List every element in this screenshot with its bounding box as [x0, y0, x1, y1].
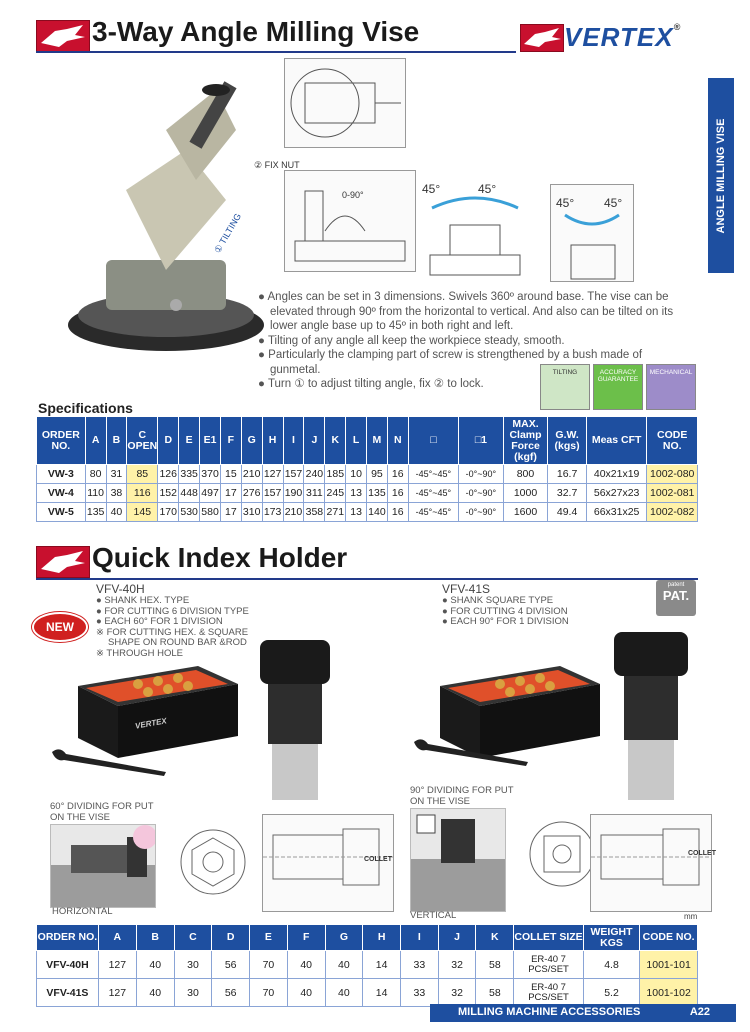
cell: 56: [212, 951, 250, 979]
wrench-icon: [412, 736, 532, 766]
page-title: 3-Way Angle Milling Vise: [92, 16, 420, 47]
table-row: [37, 484, 698, 503]
cell: 16.7: [548, 465, 587, 484]
cell: 58: [476, 951, 514, 979]
cell: 311: [304, 484, 325, 503]
cell: -0°~90°: [459, 465, 504, 484]
cell: VFV-41S: [37, 979, 99, 1007]
cell: 80: [85, 465, 106, 484]
spec-col: □: [408, 417, 459, 465]
spec-table: [36, 416, 698, 522]
cell: 127: [98, 951, 136, 979]
cell: 14: [363, 951, 401, 979]
horizontal-setup-photo: [50, 824, 156, 908]
cell: 135: [366, 484, 387, 503]
side-view-drawing: [284, 170, 416, 272]
spec-col: I: [283, 417, 304, 465]
feature-item: ● Turn ① to adjust tilting angle, fix ② to lock.: [258, 378, 484, 390]
unit-label: mm: [684, 912, 698, 921]
side-tab: ANGLE MILLING VISE: [708, 78, 734, 273]
spec-col: A: [85, 417, 106, 465]
left-caption-bottom: HORIZONTAL: [52, 906, 113, 917]
cell: 1002-081: [647, 484, 698, 503]
qih-col: WEIGHT KGS: [583, 925, 639, 951]
cell: 56x27x23: [586, 484, 647, 503]
tilting-label: ① TILTING: [212, 211, 244, 255]
cell: 1001-102: [640, 979, 698, 1007]
cell: 66x31x25: [586, 503, 647, 522]
badge-accuracy: ACCURACY GUARANTEE: [593, 364, 643, 410]
cell: 210: [241, 465, 262, 484]
cell: 40: [325, 951, 363, 979]
cell: 4.8: [583, 951, 639, 979]
spec-col: J: [304, 417, 325, 465]
cell: 13: [346, 503, 367, 522]
cell: 32.7: [548, 484, 587, 503]
qih-col: B: [136, 925, 174, 951]
cell: 17: [221, 484, 242, 503]
table-row: [37, 465, 698, 484]
cell: 58: [476, 979, 514, 1007]
case-brand-label: VERTEX: [134, 716, 168, 731]
spec-col: G.W. (kgs): [548, 417, 587, 465]
title-rule: [36, 51, 516, 53]
cell: 530: [179, 503, 200, 522]
cell: 173: [262, 503, 283, 522]
top-view-drawing: [284, 58, 406, 148]
spec-col: K: [325, 417, 346, 465]
cell: 245: [325, 484, 346, 503]
cell: VFV-40H: [37, 951, 99, 979]
feature-line: SHAPE ON ROUND BAR &ROD: [108, 637, 247, 648]
spec-col: E1: [200, 417, 221, 465]
cell: 16: [387, 484, 408, 503]
spec-col: L: [346, 417, 367, 465]
cell: 31: [106, 465, 127, 484]
spec-col: Meas CFT: [586, 417, 647, 465]
hex-end-drawing: [168, 822, 258, 902]
cell: 1600: [503, 503, 548, 522]
cell: 38: [106, 484, 127, 503]
cell: 32: [438, 979, 476, 1007]
cell: -0°~90°: [459, 503, 504, 522]
cell: 370: [200, 465, 221, 484]
cell: 70: [250, 979, 288, 1007]
qih-col: F: [287, 925, 325, 951]
feature-line: ● EACH 90° FOR 1 DIVISION: [442, 616, 569, 627]
cell: 127: [262, 465, 283, 484]
cell: 157: [262, 484, 283, 503]
cell: 13: [346, 484, 367, 503]
table-row: [37, 503, 698, 522]
cell: 40: [287, 979, 325, 1007]
cell: 95: [366, 465, 387, 484]
cell: 358: [304, 503, 325, 522]
cell: 14: [363, 979, 401, 1007]
qih-col: D: [212, 925, 250, 951]
right-caption-top: 90° DIVIDING FOR PUT ON THE VISE: [410, 785, 514, 807]
cell: -45°~45°: [408, 503, 459, 522]
cell: 580: [200, 503, 221, 522]
spec-col: B: [106, 417, 127, 465]
vertical-setup-photo: [410, 808, 506, 912]
cell: 15: [221, 465, 242, 484]
cell: 1000: [503, 484, 548, 503]
left-features: [96, 596, 276, 659]
cell: 30: [174, 979, 212, 1007]
spec-col: D: [158, 417, 179, 465]
feature-item: ● Tilting of any angle all keep the workpiece steady, smooth.: [258, 334, 565, 347]
cell: -0°~90°: [459, 484, 504, 503]
cell: ER-40 7 PCS/SET: [514, 979, 584, 1007]
qih-col: I: [401, 925, 439, 951]
right-model: VFV-41S: [442, 582, 491, 596]
swivel-angle-label: 0-90°: [342, 190, 364, 200]
cell: 170: [158, 503, 179, 522]
spec-heading: Specifications: [38, 400, 133, 416]
cell: 1002-080: [647, 465, 698, 484]
cell: 56: [212, 979, 250, 1007]
footer-label: MILLING MACHINE ACCESSORIES: [458, 1006, 641, 1018]
cell: 5.2: [583, 979, 639, 1007]
cell: 276: [241, 484, 262, 503]
feature-line: ● FOR CUTTING 6 DIVISION TYPE: [96, 605, 249, 617]
cell: 127: [98, 979, 136, 1007]
right-side-drawing: [590, 814, 712, 912]
cell: -45°~45°: [408, 484, 459, 503]
spec-col: E: [179, 417, 200, 465]
qih-col: J: [438, 925, 476, 951]
detail-angle-left: 45°: [556, 196, 575, 210]
cell: 110: [85, 484, 106, 503]
cell: 85: [127, 465, 158, 484]
cell: 497: [200, 484, 221, 503]
spec-col: ORDER NO.: [37, 417, 86, 465]
spec-col: C OPEN: [127, 417, 158, 465]
brand-eagle-icon: [520, 24, 564, 52]
tilt-angle-right: 45°: [478, 182, 497, 196]
spec-col: CODE NO.: [647, 417, 698, 465]
cell: 240: [304, 465, 325, 484]
collet-case-photo: [78, 666, 238, 758]
qih-col: CODE NO.: [640, 925, 698, 951]
cell: 116: [127, 484, 158, 503]
cell: 49.4: [548, 503, 587, 522]
qih-table: [36, 924, 698, 1007]
brand-logo: VERTEX®: [564, 22, 682, 52]
cell: 271: [325, 503, 346, 522]
eagle-logo-icon: [36, 546, 90, 578]
collet-label: COLLET: [364, 856, 392, 863]
cell: 40x21x19: [586, 465, 647, 484]
qih-col: K: [476, 925, 514, 951]
tilt-angle-left: 45°: [422, 182, 441, 196]
cell: ER-40 7 PCS/SET: [514, 951, 584, 979]
spec-col: N: [387, 417, 408, 465]
cell: VW-4: [37, 484, 86, 503]
badge-mechanical: MECHANICAL: [646, 364, 696, 410]
cell: 145: [127, 503, 158, 522]
cell: 33: [401, 979, 439, 1007]
feature-item: ● Particularly the clamping part of screw is strengthened by a bush made of gunmetal.: [258, 349, 643, 376]
cell: 33: [401, 951, 439, 979]
cell: 17: [221, 503, 242, 522]
footer-bar: [430, 1004, 736, 1022]
left-side-drawing: [262, 814, 394, 912]
spec-col: MAX. Clamp Force (kgf): [503, 417, 548, 465]
feature-line: ● SHANK SQUARE TYPE: [442, 595, 554, 606]
table-row: [37, 979, 698, 1007]
badge-tilting: TILTING: [540, 364, 590, 410]
wrench-icon: [50, 746, 170, 776]
qih-col: E: [250, 925, 288, 951]
patent-badge: patent PAT.: [656, 580, 696, 616]
cell: 40: [325, 979, 363, 1007]
cell: 448: [179, 484, 200, 503]
cell: 126: [158, 465, 179, 484]
spec-col: H: [262, 417, 283, 465]
spec-col: M: [366, 417, 387, 465]
spec-col: G: [241, 417, 262, 465]
cell: 40: [136, 951, 174, 979]
cell: 157: [283, 465, 304, 484]
cell: 40: [106, 503, 127, 522]
cell: VW-3: [37, 465, 86, 484]
cell: 40: [136, 979, 174, 1007]
cell: 800: [503, 465, 548, 484]
holder-photo: [256, 640, 334, 800]
cell: 135: [85, 503, 106, 522]
cell: 30: [174, 951, 212, 979]
fix-nut-label: ② FIX NUT: [254, 160, 300, 170]
qih-col: G: [325, 925, 363, 951]
cell: 210: [283, 503, 304, 522]
qih-col: H: [363, 925, 401, 951]
table-row: [37, 951, 698, 979]
detail-angle-right: 45°: [604, 196, 623, 210]
cell: 335: [179, 465, 200, 484]
cell: 185: [325, 465, 346, 484]
cell: 190: [283, 484, 304, 503]
feature-line: ● SHANK HEX. TYPE: [96, 595, 190, 606]
right-features: [442, 596, 622, 628]
page-number: A22: [689, 1006, 710, 1018]
cell: 32: [438, 951, 476, 979]
qih-col: COLLET SIZE: [514, 925, 584, 951]
cell: 10: [346, 465, 367, 484]
left-model: VFV-40H: [96, 582, 145, 596]
cell: 1001-101: [640, 951, 698, 979]
cell: 140: [366, 503, 387, 522]
feature-line: ● EACH 60° FOR 1 DIVISION: [96, 616, 223, 627]
cell: VW-5: [37, 503, 86, 522]
section-title: Quick Index Holder: [92, 542, 348, 573]
cell: 1002-082: [647, 503, 698, 522]
cell: 16: [387, 503, 408, 522]
holder-photo: [610, 632, 692, 800]
eagle-logo-icon: [36, 20, 90, 52]
feature-item: ● Angles can be set in 3 dimensions. Swivels 360º around base. The vise can be elevated through 90º from the horizontal to vertical. And also can be tilted on its lower angle base up to 45º in both right and left.: [258, 291, 674, 332]
spec-col: □1: [459, 417, 504, 465]
feature-line: ※ FOR CUTTING HEX. & SQUARE: [96, 626, 249, 638]
right-caption-bottom: VERTICAL: [410, 910, 457, 921]
cell: 70: [250, 951, 288, 979]
cell: 152: [158, 484, 179, 503]
qih-col: A: [98, 925, 136, 951]
feature-line: ● FOR CUTTING 4 DIVISION: [442, 605, 568, 617]
left-caption-top: 60° DIVIDING FOR PUT ON THE VISE: [50, 801, 154, 823]
new-badge: NEW: [32, 612, 88, 642]
section-rule: [36, 578, 698, 580]
qih-col: ORDER NO.: [37, 925, 99, 951]
cell: 16: [387, 465, 408, 484]
feature-line: ※ THROUGH HOLE: [96, 647, 183, 659]
spec-col: F: [221, 417, 242, 465]
collet-label: COLLET: [688, 850, 716, 857]
cell: -45°~45°: [408, 465, 459, 484]
cell: 310: [241, 503, 262, 522]
cell: 40: [287, 951, 325, 979]
qih-col: C: [174, 925, 212, 951]
